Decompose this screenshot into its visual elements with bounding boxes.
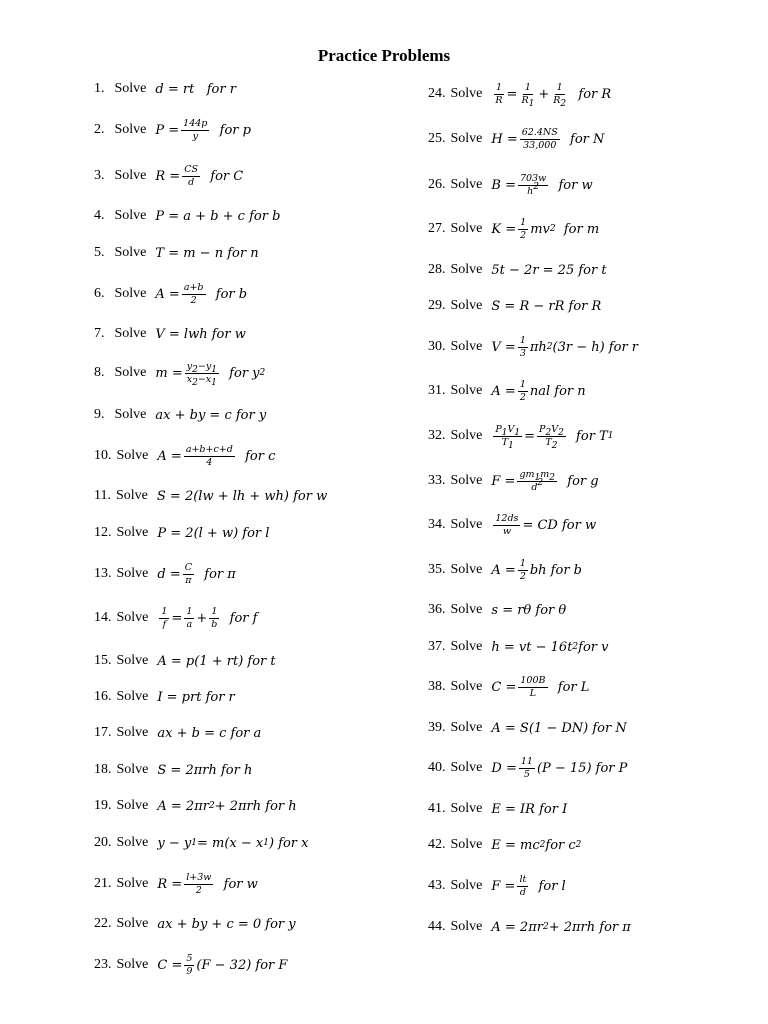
solve-word: Solve — [114, 326, 147, 341]
problem-4 — [94, 201, 280, 231]
problem-label — [94, 448, 148, 464]
problem-38 — [428, 672, 589, 702]
problem-number: 37. — [428, 639, 446, 654]
equation: $\frac{12ds}{w}$ = CD for w — [495, 512, 597, 537]
solve-word: Solve — [450, 473, 483, 488]
problem-label — [94, 762, 148, 778]
problem-3 — [94, 161, 243, 191]
problem-number: 43. — [428, 878, 446, 893]
problem-label — [94, 326, 146, 342]
problem-number: 9. — [94, 407, 105, 422]
solve-word: Solve — [116, 448, 149, 463]
equation: C = $\frac{100B}{L}$ for L — [491, 674, 590, 699]
solve-word: Solve — [116, 689, 149, 704]
solve-word: Solve — [450, 177, 483, 192]
equation: F = $\frac{gm_1m_2}{d^2}$ for g — [491, 468, 599, 493]
solve-word: Solve — [450, 801, 483, 816]
problem-21 — [94, 869, 258, 899]
problem-number: 2. — [94, 122, 105, 137]
problem-label — [94, 168, 146, 184]
solve-word: Solve — [116, 725, 149, 740]
solve-word: Solve — [450, 517, 483, 532]
problem-number: 35. — [428, 562, 446, 577]
problem-label — [94, 876, 148, 892]
solve-word: Solve — [450, 919, 483, 934]
problem-number: 7. — [94, 326, 105, 341]
equation: P = $\frac{144p}{y}$ for p — [155, 117, 251, 142]
problem-31 — [428, 376, 586, 406]
problem-number: 25. — [428, 131, 446, 146]
problem-number: 1. — [94, 81, 105, 96]
solve-word: Solve — [114, 407, 147, 422]
problem-number: 41. — [428, 801, 446, 816]
problem-number: 12. — [94, 525, 112, 540]
problem-44 — [428, 912, 631, 942]
problem-label — [428, 801, 482, 817]
problem-number: 34. — [428, 517, 446, 532]
equation: A = $\frac{a+b}{2}$ for b — [155, 281, 248, 306]
solve-word: Solve — [450, 428, 483, 443]
problem-label — [428, 878, 482, 894]
solve-word: Solve — [116, 653, 149, 668]
equation: ax + by + c = 0 for y — [157, 916, 296, 932]
equation: $\frac{1}{R}$ = $\frac{1}{R_1}$ + $\frac{1}{R_2}$ for R — [495, 81, 612, 109]
page-title: Practice Problems — [317, 46, 451, 65]
solve-word: Solve — [450, 131, 483, 146]
problem-label — [428, 919, 482, 935]
problem-label — [428, 383, 482, 399]
problem-label — [428, 131, 482, 147]
problem-label — [428, 339, 482, 355]
problem-number: 13. — [94, 566, 112, 581]
problem-label — [428, 298, 482, 314]
problem-23 — [94, 950, 287, 980]
equation: P = 2(l + w) for l — [157, 525, 270, 541]
problem-number: 15. — [94, 653, 112, 668]
problem-number: 5. — [94, 245, 105, 260]
solve-word: Solve — [114, 168, 147, 183]
problem-11 — [94, 481, 327, 511]
problem-number: 33. — [428, 473, 446, 488]
problem-number: 10. — [94, 448, 112, 463]
solve-word: Solve — [116, 525, 149, 540]
equation: A = $\frac{1}{2}$ bh for b — [491, 557, 582, 582]
problem-43 — [428, 871, 566, 901]
problem-24 — [428, 79, 611, 109]
problem-13 — [94, 559, 236, 589]
problem-5 — [94, 238, 259, 268]
problem-number: 16. — [94, 689, 112, 704]
equation: V = $\frac{1}{3}$ πh 2 (3r − h) for r — [491, 334, 639, 359]
problem-number: 21. — [94, 876, 112, 891]
solve-word: Solve — [114, 81, 147, 96]
problem-label — [428, 639, 482, 655]
problem-26 — [428, 170, 593, 200]
equation: h = vt − 16t 2 for v — [491, 639, 609, 655]
problem-35 — [428, 555, 582, 585]
problem-37 — [428, 632, 609, 662]
equation: E = IR for I — [491, 801, 568, 817]
equation: B = $\frac{703w}{h^2}$ for w — [491, 172, 593, 197]
equation: F = $\frac{lt}{d}$ for l — [491, 873, 566, 898]
solve-word: Solve — [450, 262, 483, 277]
problem-number: 39. — [428, 720, 446, 735]
equation: y − y 1 = m(x − x 1 ) for x — [157, 835, 309, 851]
problem-17 — [94, 718, 261, 748]
problem-label — [94, 610, 148, 626]
equation: A = 2πr 2 + 2πrh for h — [157, 798, 297, 814]
problem-label — [94, 122, 146, 138]
equation: D = $\frac{11}{5}$ (P − 15) for P — [491, 755, 628, 780]
problem-1 — [94, 74, 236, 104]
problem-label — [94, 835, 148, 851]
problem-32 — [428, 421, 613, 451]
solve-word: Solve — [450, 221, 483, 236]
equation: A = 2πr 2 + 2πrh for π — [491, 919, 631, 935]
solve-word: Solve — [114, 245, 147, 260]
problem-label — [428, 221, 482, 237]
problem-15 — [94, 646, 276, 676]
problem-41 — [428, 794, 567, 824]
problem-42 — [428, 830, 581, 860]
solve-word: Solve — [450, 339, 483, 354]
problem-number: 20. — [94, 835, 112, 850]
equation: T = m − n for n — [155, 245, 259, 261]
problem-2 — [94, 115, 251, 145]
problem-10 — [94, 441, 275, 471]
solve-word: Solve — [115, 488, 148, 503]
equation: C = $\frac{5}{9}$ (F − 32) for F — [157, 952, 288, 977]
problem-label — [428, 679, 482, 695]
problem-label — [94, 245, 146, 261]
equation: A = $\frac{1}{2}$ nal for n — [491, 378, 586, 403]
solve-word: Solve — [450, 679, 483, 694]
problem-label — [94, 488, 148, 504]
solve-word: Solve — [114, 122, 147, 137]
problem-8 — [94, 358, 265, 388]
problem-number: 44. — [428, 919, 446, 934]
problem-label — [428, 837, 482, 853]
problem-number: 18. — [94, 762, 112, 777]
equation: s = rθ for θ — [491, 602, 567, 618]
equation: I = prt for r — [157, 689, 235, 705]
problem-label — [94, 365, 146, 381]
solve-word: Solve — [116, 762, 149, 777]
problem-label — [94, 566, 148, 582]
problem-30 — [428, 332, 638, 362]
equation: m = $\frac{y_2-y_1}{x_2-x_1}$ for y 2 — [155, 360, 266, 388]
problem-label — [94, 286, 146, 302]
problem-label — [94, 689, 148, 705]
equation: d = rt for r — [155, 81, 236, 97]
solve-word: Solve — [450, 837, 483, 852]
problem-label — [94, 798, 148, 814]
problem-number: 19. — [94, 798, 112, 813]
equation: S = 2(lw + lh + wh) for w — [156, 488, 328, 504]
equation: ax + b = c for a — [157, 725, 262, 741]
problem-number: 8. — [94, 365, 105, 380]
problem-label — [428, 473, 482, 489]
solve-word: Solve — [116, 566, 149, 581]
problem-number: 40. — [428, 760, 446, 775]
equation: S = 2πrh for h — [157, 762, 253, 778]
problem-label — [94, 725, 148, 741]
problem-label — [428, 760, 482, 776]
solve-word: Solve — [450, 383, 483, 398]
problem-12 — [94, 518, 269, 548]
solve-word: Solve — [450, 878, 483, 893]
problem-number: 27. — [428, 221, 446, 236]
problem-39 — [428, 713, 627, 743]
problem-7 — [94, 319, 246, 349]
solve-word: Solve — [116, 798, 149, 813]
problem-label — [94, 916, 148, 932]
problem-number: 26. — [428, 177, 446, 192]
problem-16 — [94, 682, 235, 712]
solve-word: Solve — [450, 86, 483, 101]
problem-9 — [94, 400, 266, 430]
problem-number: 24. — [428, 86, 446, 101]
problem-label — [94, 653, 148, 669]
problem-number: 31. — [428, 383, 446, 398]
problem-number: 6. — [94, 286, 105, 301]
problem-25 — [428, 124, 604, 154]
equation: H = $\frac{62.4NS}{33,000}$ for N — [491, 126, 605, 151]
problem-number: 32. — [428, 428, 446, 443]
problem-label — [94, 525, 148, 541]
problem-33 — [428, 466, 599, 496]
solve-word: Solve — [114, 365, 147, 380]
problem-number: 23. — [94, 957, 112, 972]
problem-number: 42. — [428, 837, 446, 852]
problem-number: 30. — [428, 339, 446, 354]
problem-label — [428, 177, 482, 193]
equation: A = $\frac{a+b+c+d}{4}$ for c — [157, 443, 276, 468]
problem-number: 28. — [428, 262, 446, 277]
problem-number: 22. — [94, 916, 112, 931]
equation: d = $\frac{C}{\pi}$ for π — [157, 561, 236, 586]
equation: A = S(1 − DN) for N — [491, 720, 627, 736]
solve-word: Solve — [450, 720, 483, 735]
problem-14 — [94, 603, 257, 633]
equation: V = lwh for w — [155, 326, 246, 342]
problem-22 — [94, 909, 296, 939]
problem-label — [428, 720, 482, 736]
equation: E = mc 2 for c 2 — [491, 837, 582, 853]
problem-number: 29. — [428, 298, 446, 313]
equation: R = $\frac{l+3w}{2}$ for w — [157, 871, 258, 896]
problem-number: 38. — [428, 679, 446, 694]
solve-word: Solve — [450, 562, 483, 577]
problem-label — [428, 562, 482, 578]
problem-20 — [94, 828, 309, 858]
problem-label — [94, 957, 148, 973]
problem-number: 14. — [94, 610, 112, 625]
problem-label — [94, 208, 146, 224]
problem-number: 36. — [428, 602, 446, 617]
solve-word: Solve — [114, 286, 147, 301]
equation: $\frac{P_1V_1}{T_1}$ = $\frac{P_2V_2}{T_2}$ for T 1 — [495, 423, 614, 451]
solve-word: Solve — [450, 298, 483, 313]
solve-word: Solve — [116, 610, 149, 625]
problem-6 — [94, 279, 247, 309]
problem-label — [428, 517, 482, 533]
problem-number: 3. — [94, 168, 105, 183]
problem-27 — [428, 214, 599, 244]
problem-label — [428, 602, 482, 618]
solve-word: Solve — [450, 639, 483, 654]
equation: K = $\frac{1}{2}$ mv 2 for m — [491, 216, 600, 241]
equation: ax + by = c for y — [155, 407, 267, 423]
problem-number: 11. — [94, 488, 111, 503]
equation: S = R − rR for R — [491, 298, 602, 314]
problem-28 — [428, 255, 607, 285]
solve-word: Solve — [450, 602, 483, 617]
problem-34 — [428, 510, 596, 540]
solve-word: Solve — [116, 916, 149, 931]
problem-19 — [94, 791, 297, 821]
equation: A = p(1 + rt) for t — [157, 653, 276, 669]
problem-label — [428, 86, 482, 102]
problem-number: 17. — [94, 725, 112, 740]
problem-40 — [428, 753, 627, 783]
solve-word: Solve — [450, 760, 483, 775]
problem-29 — [428, 291, 601, 321]
problem-label — [94, 407, 146, 423]
problem-36 — [428, 595, 566, 625]
equation: R = $\frac{CS}{d}$ for C — [155, 163, 244, 188]
problem-label — [428, 428, 482, 444]
equation: 5t − 2r = 25 for t — [491, 262, 607, 278]
problem-label — [94, 81, 146, 97]
solve-word: Solve — [116, 957, 149, 972]
solve-word: Solve — [114, 208, 147, 223]
equation: P = a + b + c for b — [155, 208, 281, 224]
solve-word: Solve — [116, 876, 149, 891]
problem-label — [428, 262, 482, 278]
solve-word: Solve — [116, 835, 149, 850]
problem-18 — [94, 755, 252, 785]
problem-number: 4. — [94, 208, 105, 223]
equation: $\frac{1}{f}$ = $\frac{1}{a}$ + $\frac{1}{b}$ for f — [161, 605, 258, 630]
